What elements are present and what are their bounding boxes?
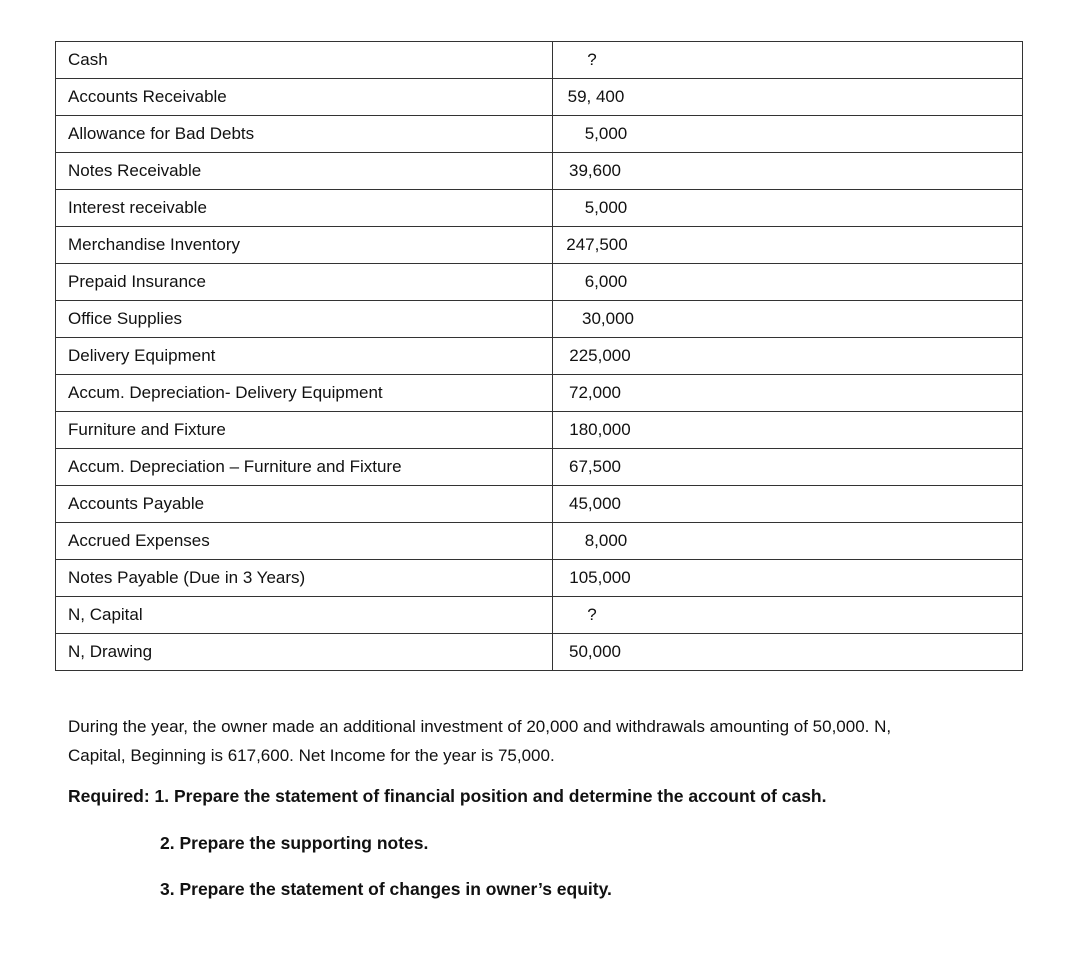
account-name: N, Drawing [56, 634, 553, 671]
problem-description [68, 712, 1048, 770]
amount-value: 45,000 [569, 494, 621, 513]
account-name: N, Capital [56, 597, 553, 634]
account-amount [553, 116, 1023, 153]
table-row [56, 634, 1023, 671]
account-name: Prepaid Insurance [56, 264, 553, 301]
account-name: Accounts Payable [56, 486, 553, 523]
account-amount [553, 301, 1023, 338]
account-name: Office Supplies [56, 301, 553, 338]
account-name: Notes Receivable [56, 153, 553, 190]
table-row [56, 375, 1023, 412]
table-row [56, 523, 1023, 560]
account-amount [553, 227, 1023, 264]
description-line-1: During the year, the owner made an additional investment of 20,000 and withdrawals amounting of 50,000. N, [68, 717, 892, 736]
account-amount [553, 42, 1023, 79]
table-row [56, 42, 1023, 79]
account-name: Interest receivable [56, 190, 553, 227]
account-name: Furniture and Fixture [56, 412, 553, 449]
account-name: Notes Payable (Due in 3 Years) [56, 560, 553, 597]
table-row [56, 190, 1023, 227]
table-row [56, 116, 1023, 153]
account-amount [553, 560, 1023, 597]
account-balances-body [56, 42, 1023, 671]
account-amount [553, 153, 1023, 190]
account-name: Allowance for Bad Debts [56, 116, 553, 153]
account-amount [553, 190, 1023, 227]
amount-value: 67,500 [569, 457, 621, 476]
account-name: Accum. Depreciation – Furniture and Fixture [56, 449, 553, 486]
table-row [56, 79, 1023, 116]
amount-value: 50,000 [569, 642, 621, 661]
amount-value: 59, 400 [567, 87, 625, 106]
amount-value: 5,000 [584, 198, 628, 217]
account-amount [553, 634, 1023, 671]
account-amount [553, 338, 1023, 375]
table-row [56, 153, 1023, 190]
requirement-1: Required: 1. Prepare the statement of financial position and determine the account of cash. [68, 786, 827, 806]
account-name: Cash [56, 42, 553, 79]
account-amount [553, 486, 1023, 523]
table-row [56, 227, 1023, 264]
amount-value: 247,500 [566, 235, 628, 254]
table-row [56, 560, 1023, 597]
account-name: Accounts Receivable [56, 79, 553, 116]
table-row [56, 449, 1023, 486]
amount-value: ? [587, 605, 597, 624]
amount-value: 180,000 [569, 420, 631, 439]
account-amount [553, 79, 1023, 116]
account-amount [553, 264, 1023, 301]
requirement-2: 2. Prepare the supporting notes. [160, 833, 429, 853]
account-balances-table [55, 41, 1023, 671]
table-row [56, 264, 1023, 301]
requirement-3: 3. Prepare the statement of changes in owner’s equity. [160, 879, 612, 899]
table-row [56, 301, 1023, 338]
account-name: Accrued Expenses [56, 523, 553, 560]
amount-value: 6,000 [584, 272, 628, 291]
table-row [56, 597, 1023, 634]
account-amount [553, 597, 1023, 634]
table-row [56, 412, 1023, 449]
account-amount [553, 412, 1023, 449]
amount-value: 30,000 [582, 309, 634, 328]
account-name: Delivery Equipment [56, 338, 553, 375]
amount-value: 225,000 [569, 346, 631, 365]
amount-value: 8,000 [584, 531, 628, 550]
amount-value: 5,000 [584, 124, 628, 143]
account-amount [553, 375, 1023, 412]
table-row [56, 486, 1023, 523]
amount-value: 39,600 [569, 161, 621, 180]
account-name: Accum. Depreciation- Delivery Equipment [56, 375, 553, 412]
account-name: Merchandise Inventory [56, 227, 553, 264]
amount-value: 72,000 [569, 383, 621, 402]
account-amount [553, 449, 1023, 486]
description-line-2: Capital, Beginning is 617,600. Net Income for the year is 75,000. [68, 746, 555, 765]
account-amount [553, 523, 1023, 560]
table-row [56, 338, 1023, 375]
amount-value: 105,000 [569, 568, 631, 587]
amount-value: ? [587, 50, 597, 69]
